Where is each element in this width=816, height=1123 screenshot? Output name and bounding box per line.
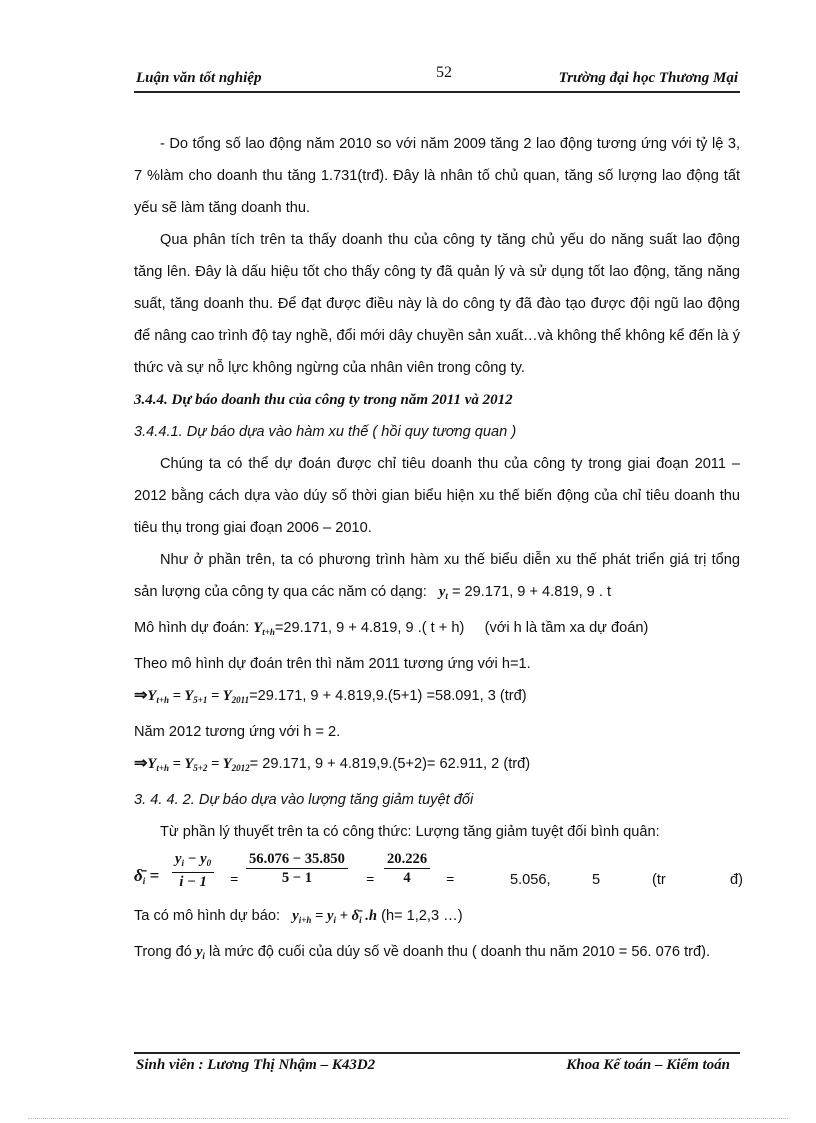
forecast-model-note: (với h là tầm xa dự đoán): [484, 620, 649, 636]
subsection-heading-absolute: 3. 4. 4. 2. Dự báo dựa vào lượng tăng giảm tuyệt đối: [134, 792, 474, 808]
formula-2011: $\Rightarrow Y_{t+h} = Y_{5+1} = Y_{2011}=29.171$, 9 + 4.819,9.(5+1) =58.091, 3 (trđ): [134, 687, 527, 705]
section-heading-forecast: 3.4.4. Dự báo doanh thu của công ty trong năm 2011 và 2012: [134, 392, 513, 408]
paragraph-2012: Năm 2012 tương ứng với h = 2.: [134, 724, 341, 740]
delta-unit-a: (tr: [652, 872, 666, 888]
delta-result-decimal: 5: [592, 872, 601, 888]
last-level-symbol: $y_i$: [195, 944, 205, 961]
formula-2011-value: =29.171, 9 + 4.819,9.(5+1) =58.091, 3 (trđ): [249, 688, 527, 704]
forecast-model-symbol: $Y_{t+h}$: [253, 620, 275, 637]
forecast-model-2-label: Ta có mô hình dự báo:: [134, 908, 281, 924]
forecast-model-2: [134, 900, 740, 936]
paragraph-last-level: Trong đó $y_i$ là mức độ cuối của dúy số về doanh thu ( doanh thu năm 2010 = 56. 076 trđ).: [134, 944, 711, 961]
delta-fraction-result: $\frac{20.226}{4}$: [384, 850, 430, 887]
implies-arrow-icon: ⇒: [134, 755, 148, 772]
forecast-model-2-formula: $y_{i+h} = y_i$ + $\deltā_i$ .h: [292, 908, 378, 925]
implies-arrow-icon: ⇒: [134, 687, 148, 704]
page-body: [134, 128, 743, 972]
formula-2012: $\Rightarrow Y_{t+h} = Y_{5+2} = Y_{2012}= 29.171$, 9 + 4.819,9.(5+2)= 62.911, 2 (trđ): [134, 755, 531, 773]
formula-2012-value: = 29.171, 9 + 4.819,9.(5+2)= 62.911, 2 (trđ): [249, 756, 531, 772]
subsection-heading-trend: 3.4.4.1. Dự báo dựa vào hàm xu thế ( hồi quy tương quan ): [134, 424, 517, 440]
footer-department: Khoa Kế toán – Kiểm toán: [566, 1057, 730, 1073]
footer-rule: [134, 1052, 740, 1054]
delta-fraction-values: $\frac{56.076 - 35.850}{5 - 1}$: [246, 850, 348, 887]
paragraph-analysis: Qua phân tích trên ta thấy doanh thu của công ty tăng chủ yếu do năng suất lao động tăng lên. Đây là dấu hiệu tốt cho thấy công ty đã quản lý và sử dụng tốt lao động, tăng năng suất, tăng doanh thu. Để đạt được điều này là do công ty đã đào tạo được đội ngũ lao động để nâng cao trình độ tay nghề, đổi mới dây chuyền sản xuất…và không thể không kể đến là ý thức và sự nỗ lực không ngừng của nhân viên trong công ty.: [134, 232, 740, 376]
forecast-model-formula: =29.171, 9 + 4.819, 9 .( t + h): [274, 620, 465, 636]
trend-symbol: $y_t$: [438, 584, 448, 601]
trend-formula: = 29.171, 9 + 4.819, 9 . t: [451, 584, 612, 600]
header-university: Trường đại học Thương Mại: [558, 70, 738, 86]
trend-equation-text: Như ở phần trên, ta có phương trình hàm xu thế biểu diễn xu thế phát triển giá trị tổng sản lượng của công ty qua các năm có dạng:: [134, 552, 740, 600]
forecast-model-line: [134, 612, 740, 648]
paragraph-trend-equation: [134, 544, 740, 612]
paragraph-forecast-intro: Chúng ta có thể dự đoán được chỉ tiêu doanh thu của công ty trong giai đoạn 2011 – 2012 bằng cách dựa vào dúy số thời gian biểu hiện xu thế biến động của chỉ tiêu doanh thu tiêu thụ trong giai đoạn 2006 – 2010.: [134, 456, 740, 536]
forecast-model-2-note: (h= 1,2,3 …): [381, 908, 463, 924]
paragraph-labour: - Do tổng số lao động năm 2010 so với năm 2009 tăng 2 lao động tương ứng với tỷ lệ 3, 7 %làm cho doanh thu tăng 1.731(trđ). Đây là nhân tố chủ quan, tăng số lượng lao động tất yếu sẽ làm tăng doanh thu.: [134, 136, 740, 216]
forecast-model-label: Mô hình dự đoán:: [134, 620, 250, 636]
delta-result: 5.056,: [510, 872, 551, 888]
footer-student: Sinh viên : Lương Thị Nhậm – K43D2: [136, 1057, 376, 1073]
delta-unit-b: đ): [730, 872, 743, 888]
delta-fraction-general: $\frac{y_i - y_0}{i - 1}$: [172, 850, 214, 891]
header-rule: [134, 91, 740, 93]
page-number: 52: [436, 64, 452, 81]
paragraph-absolute-formula: Từ phần lý thuyết trên ta có công thức: Lượng tăng giảm tuyệt đối bình quân:: [160, 824, 660, 840]
delta-equation: $\deltā_i$ = $\frac{y_i - y_0}{i - 1}$ = $\frac{56.076 - 35.850}{5 - 1}$ = $\frac{20.226}{4}$ = 5.056, 5 (tr đ): [134, 848, 740, 900]
delta-symbol: $\deltā_i$ =: [134, 866, 160, 886]
page-bottom-dotted-line: [28, 1118, 788, 1119]
header-thesis-title: Luận văn tốt nghiệp: [136, 70, 262, 86]
paragraph-2011: Theo mô hình dự đoán trên thì năm 2011 tương ứng với h=1.: [134, 656, 531, 672]
